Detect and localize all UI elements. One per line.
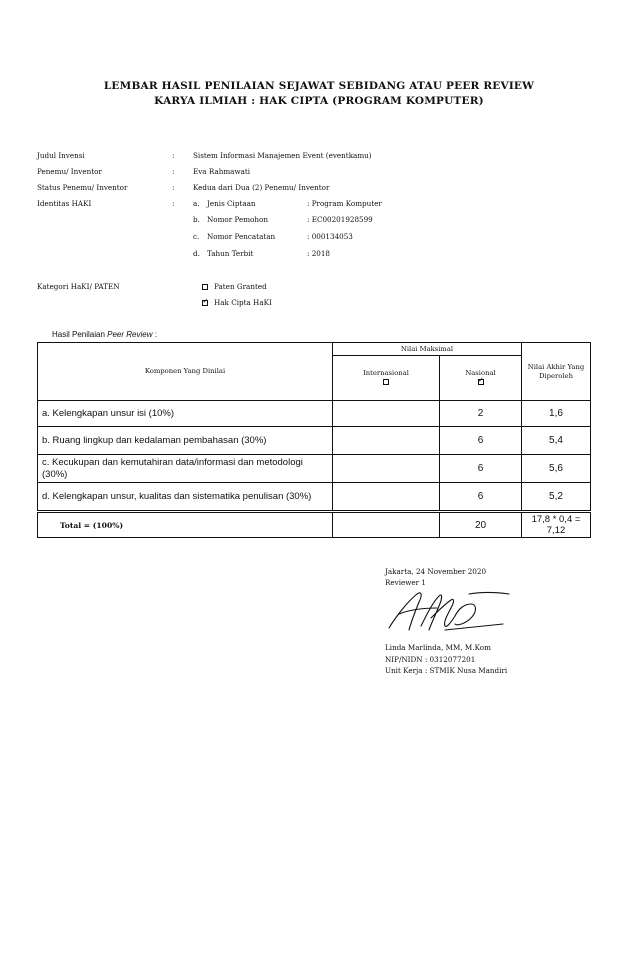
row-d-akhir: 5,2 [522,483,591,512]
table-row [38,401,591,427]
document-title-line-2: KARYA ILMIAH : HAK CIPTA (PROGRAM KOMPUTER) [154,95,484,107]
unchecked-box-icon[interactable] [202,284,208,290]
signature-nip: NIP/NIDN : 0312077201 [385,655,476,664]
table-row [38,455,591,483]
haki-a-letter: a. [193,199,200,208]
table-row [38,483,591,512]
row-a-label: a. Kelengkapan unsur isi (10%) [38,401,333,427]
penemu-value: Eva Rahmawati [193,167,251,176]
row-b-internasional [333,427,440,455]
haki-b-letter: b. [193,215,200,224]
table-row [38,427,591,455]
row-a-nasional: 2 [440,401,522,427]
total-internasional [333,512,440,538]
header-komponen: Komponen Yang Dinilai [38,343,333,401]
row-b-label: b. Ruang lingkup dan kedalaman pembahasan (30%) [38,427,333,455]
haki-d-value: : 2018 [307,249,330,258]
haki-a-value: : Program Komputer [307,199,382,208]
row-b-nasional: 6 [440,427,522,455]
penemu-colon: : [172,167,175,176]
row-c-label: c. Kecukupan dan kemutahiran data/informasi dan metodologi (30%) [38,455,333,483]
row-d-label: d. Kelengkapan unsur, kualitas dan sistematika penulisan (30%) [38,483,333,512]
status-label: Status Penemu/ Inventor [37,183,128,192]
signature-name: Linda Marlinda, MM, M.Kom [385,643,491,652]
identitas-colon: : [172,199,175,208]
haki-c-value: : 000134053 [307,232,353,241]
row-a-internasional [333,401,440,427]
identitas-label: Identitas HAKI [37,199,92,208]
kategori-option-hak-cipta[interactable] [202,298,272,307]
kategori-option-hak-cipta-label: Hak Cipta HaKI [214,298,272,307]
row-b-akhir: 5,4 [522,427,591,455]
review-table [37,342,591,538]
haki-d-letter: d. [193,249,200,258]
row-d-nasional: 6 [440,483,522,512]
signature-place-date: Jakarta, 24 November 2020 [385,567,487,576]
row-a-akhir: 1,6 [522,401,591,427]
row-c-nasional: 6 [440,455,522,483]
header-nasional [440,356,522,401]
review-caption-italic: Peer Review [107,330,153,339]
review-caption-suffix: : [152,330,157,339]
kategori-option-paten[interactable] [202,282,267,291]
haki-b-value: : EC00201928599 [307,215,373,224]
total-row [38,512,591,538]
total-label: Total = (100%) [38,512,333,538]
haki-a-key: Jenis Ciptaan [207,199,256,208]
judul-label: Judul Invensi [37,151,85,160]
judul-value: Sistem Informasi Manajemen Event (eventkamu) [193,151,372,160]
header-internasional [333,356,440,401]
judul-colon: : [172,151,175,160]
handwritten-signature [385,588,515,636]
status-value: Kedua dari Dua (2) Penemu/ Inventor [193,183,330,192]
status-colon: : [172,183,175,192]
haki-d-key: Tahun Terbit [207,249,254,258]
total-nasional: 20 [440,512,522,538]
kategori-label: Kategori HaKI/ PATEN [37,282,120,291]
penemu-label: Penemu/ Inventor [37,167,102,176]
document-title-line-1: LEMBAR HASIL PENILAIAN SEJAWAT SEBIDANG ATAU PEER REVIEW [103,80,535,92]
checked-box-icon[interactable] [478,379,484,385]
haki-c-key: Nomor Pencatatan [207,232,276,241]
header-internasional-label: Internasional [363,369,409,377]
checked-box-icon[interactable] [202,300,208,306]
signature-unit: Unit Kerja : STMIK Nusa Mandiri [385,666,508,675]
row-c-internasional [333,455,440,483]
header-nilai-akhir: Nilai Akhir Yang Diperoleh [522,343,591,401]
unchecked-box-icon[interactable] [383,379,389,385]
haki-b-key: Nomor Pemohon [207,215,268,224]
review-caption-prefix: Hasil Penilaian [52,330,108,339]
review-caption [52,330,157,339]
total-akhir: 17,8 * 0,4 = 7,12 [522,512,591,538]
header-nasional-label: Nasional [465,369,496,377]
row-d-internasional [333,483,440,512]
kategori-option-paten-label: Paten Granted [214,282,267,291]
haki-c-letter: c. [193,232,200,241]
signature-role: Reviewer 1 [385,578,426,587]
row-c-akhir: 5,6 [522,455,591,483]
header-nilai-maksimal: Nilai Maksimal [333,343,522,356]
